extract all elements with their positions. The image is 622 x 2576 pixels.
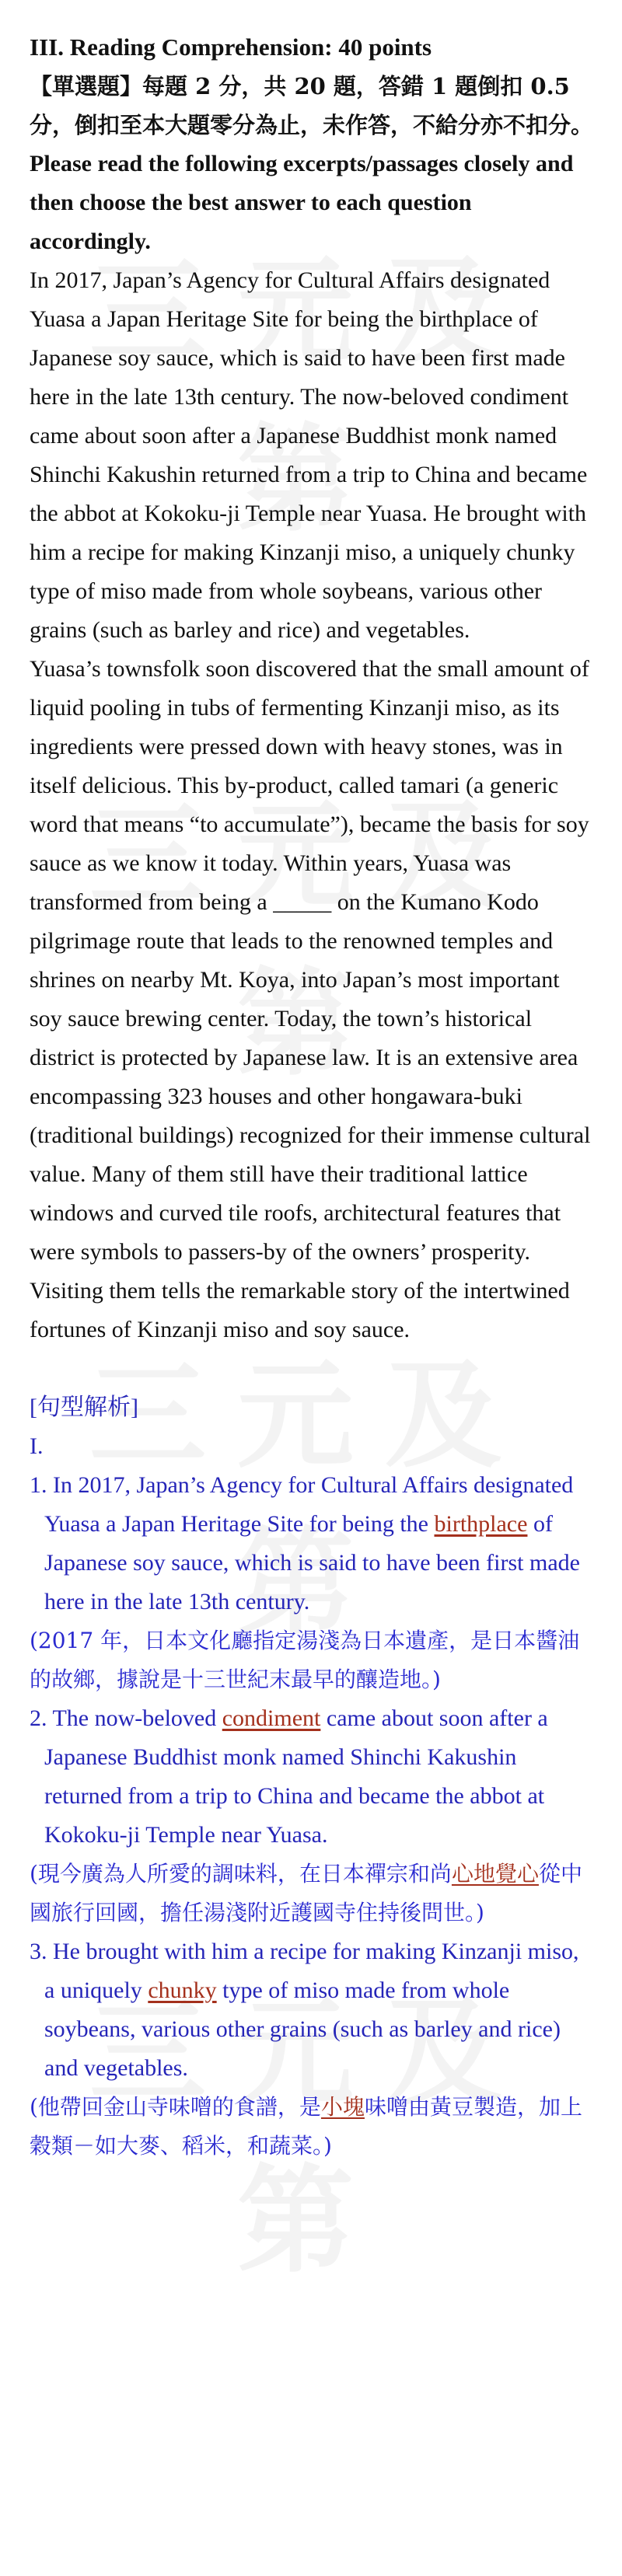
item-number: 3. (30, 1939, 47, 1964)
item-text: came about soon after a Japanese Buddhist monk named Shinchi Kakushin returned from a trip to China and became the abbot at Kokoku-ji Temple near Yuasa. (44, 1705, 548, 1848)
analysis-item-english (30, 1699, 594, 1855)
item-text: of Japanese soy sauce, which is said to have been first made here in the late 13th century. (44, 1511, 580, 1614)
analysis-item-translation (30, 2088, 594, 2166)
item-text: The now-beloved (52, 1705, 222, 1731)
keyword-highlight: chunky (148, 1977, 217, 2003)
translation-text: (現今廣為人所愛的調味料，在日本禪宗和尚 (30, 1861, 452, 1887)
translation-text: 從中國旅行回國，擔任湯淺附近護國寺住持後問世。) (30, 1861, 582, 1925)
passage (30, 261, 594, 1349)
analysis-heading: [句型解析] (30, 1394, 138, 1420)
translation-keyword: 小塊 (320, 2094, 365, 2120)
translation-text: (2017 年，日本文化廳指定湯淺為日本遺產，是日本醬油的故鄉，據說是十三世紀末最早的釀造地。) (30, 1628, 580, 1692)
keyword-highlight: condiment (222, 1705, 321, 1731)
analysis-item-translation (30, 1855, 594, 1932)
translation-keyword: 心地覺心 (451, 1861, 539, 1887)
passage-paragraph-2: Yuasa’s townsfolk soon discovered that the small amount of liquid pooling in tubs of fermenting Kinzanji miso, as its ingredients were pressed down with heavy stones, was in itself delicious. This by-product, called tamari (a generic word that means “to accumulate”), became the basis for soy sauce as we know it today. Within years, Yuasa was transformed from being a _____ on the Kumano Kodo pilgrimage route that leads to the renowned temples and shrines on nearby Mt. Koya, into Japan’s most important soy sauce brewing center. Today, the town’s historical district is protected by Japanese law. It is an extensive area encompassing 323 houses and other hongawara-buki (traditional buildings) recognized for their immense cultural value. Many of them still have their traditional lattice windows and curved tile roofs, architectural features that were symbols to passers-by of the owners’ prosperity. Visiting them tells the remarkable story of the intertwined fortunes of Kinzanji miso and soy sauce. (30, 656, 591, 1342)
passage-paragraph-1: In 2017, Japan’s Agency for Cultural Affairs designated Yuasa a Japan Heritage Site for being the birthplace of Japanese soy sauce, which is said to have been first made here in the late 13th century. The now-beloved condiment came about soon after a Japanese Buddhist monk named Shinchi Kakushin returned from a trip to China and became the abbot at Kokoku-ji Temple near Yuasa. He brought with him a recipe for making Kinzanji miso, a uniquely chunky type of miso made from whole soybeans, various other grains (such as barley and rice) and vegetables. (30, 267, 588, 643)
section-title: III. Reading Comprehension: 40 points (30, 33, 432, 61)
item-number: 1. (30, 1472, 47, 1498)
translation-text: (他帶回金山寺味噌的食譜，是 (30, 2094, 321, 2120)
translation-text: 味噌由黃豆製造，加上穀類－如大麥、稻米，和蔬菜。) (30, 2094, 582, 2159)
instruction-en: Please read the following excerpts/passages closely and then choose the best answer to each question accordingly. (30, 151, 574, 254)
analysis-item-translation (30, 1621, 594, 1699)
item-text: In 2017, Japan’s Agency for Cultural Affairs designated Yuasa a Japan Heritage Site for being the (44, 1472, 574, 1537)
analysis-item (30, 1466, 594, 1699)
instruction-zh: 【單選題】每題 2 分，共 20 題，答錯 1 題倒扣 0.5 分，倒扣至本大題零分為止，未作答，不給分亦不扣分。 (30, 73, 594, 138)
item-text: type of miso made from whole soybeans, various other grains (such as barley and rice) and vegetables. (44, 1977, 561, 2081)
analysis-item-english (30, 1932, 594, 2088)
item-number: 2. (30, 1705, 47, 1731)
item-text: He brought with him a recipe for making Kinzanji miso, a uniquely (44, 1939, 579, 2003)
analysis-item (30, 1699, 594, 1932)
keyword-highlight: birthplace (434, 1511, 528, 1537)
analysis-item (30, 1932, 594, 2166)
analysis-item-english (30, 1466, 594, 1621)
analysis-roman-numeral: I. (30, 1433, 44, 1459)
sentence-analysis (30, 1388, 594, 2166)
